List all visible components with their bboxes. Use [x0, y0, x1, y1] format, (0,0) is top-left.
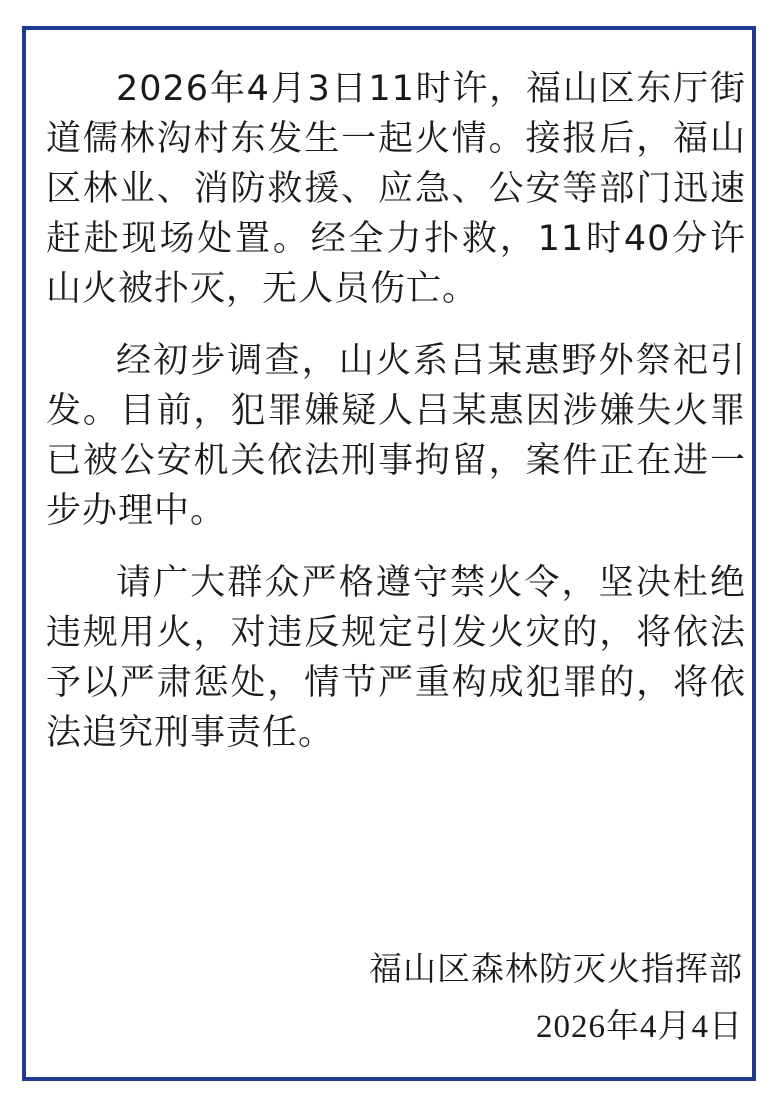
- paragraph-warning: 请广大群众严格遵守禁火令，坚决杜绝违规用火，对违反规定引发火灾的，将依法予以严肃惩处，情节严重构成犯罪的，将依法追究刑事责任。: [46, 563, 746, 753]
- issuer-name: 福山区森林防灭火指挥部: [369, 949, 743, 988]
- paragraph-investigation: 经初步调查，山火系吕某惠野外祭祀引发。目前，犯罪嫌疑人吕某惠因涉嫌失火罪已被公安机关依法刑事拘留，案件正在进一步办理中。: [46, 341, 746, 531]
- notice-body: [46, 64, 746, 780]
- paragraph-incident: 2026年4月3日11时许，福山区东厅街道儒林沟村东发生一起火情。接报后，福山区林业、消防救援、应急、公安等部门迅速赶赴现场处置。经全力扑救，11时40分许山火被扑灭，无人员伤亡。: [46, 69, 746, 309]
- signature-block: [369, 940, 743, 1056]
- issue-date: 2026年4月4日: [536, 1009, 743, 1045]
